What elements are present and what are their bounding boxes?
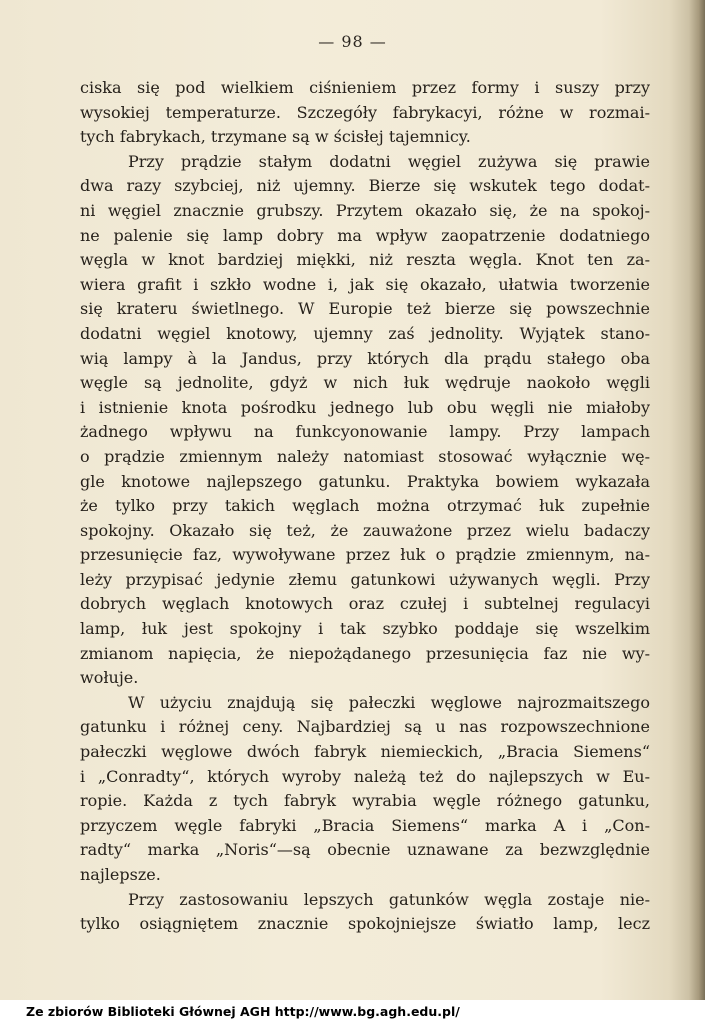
text-line: lamp, łuk jest spokojny i tak szybko poddaje się wszelkim: [80, 619, 650, 639]
text-line: się krateru świetlnego. W Europie też bierze się powszechnie: [80, 299, 650, 319]
text-line: przyczem węgle fabryki „Bracia Siemens“ marka A i „Con-: [80, 815, 650, 835]
text-line: spokojny. Okazało się też, że zauważone przez wielu badaczy: [80, 520, 650, 540]
library-footer: Ze zbiorów Biblioteki Głównej AGH http://www.bg.agh.edu.pl/: [0, 1000, 705, 1024]
page-binding-shadow: [689, 0, 705, 1000]
text-line: dodatni węgiel knotowy, ujemny zaś jednolity. Wyjątek stano-: [80, 323, 650, 343]
text-line: o prądzie zmiennym należy natomiast stosować wyłącznie wę-: [80, 446, 650, 466]
text-line: gatunku i różnej ceny. Najbardziej są u nas rozpowszechnione: [80, 717, 650, 737]
text-line: Przy prądzie stałym dodatni węgiel zużywa się prawie: [128, 151, 650, 171]
text-line: tych fabrykach, trzymane są w ścisłej tajemnicy.: [80, 127, 471, 147]
text-line: i istnienie knota pośrodku jednego lub obu węgli nie miałoby: [80, 397, 650, 417]
text-line: przesunięcie faz, wywoływane przez łuk o prądzie zmiennym, na-: [80, 545, 650, 565]
text-line: dobrych węglach knotowych oraz czułej i subtelnej regulacyi: [80, 594, 650, 614]
text-line: węgle są jednolite, gdyż w nich łuk wędruje naokoło węgli: [80, 373, 650, 393]
text-line: że tylko przy takich węglach można otrzymać łuk zupełnie: [80, 496, 650, 516]
text-line: pałeczki węglowe dwóch fabryk niemieckich, „Bracia Siemens“: [80, 742, 650, 762]
text-line: najlepsze.: [80, 865, 161, 884]
text-line: wią lampy à la Jandus, przy których dla prądu stałego oba: [80, 348, 650, 368]
text-line: wysokiej temperaturze. Szczegóły fabrykacyi, różne w rozmai-: [80, 102, 650, 122]
text-line: żadnego wpływu na funkcyonowanie lampy. Przy lampach: [80, 422, 650, 442]
text-line: W użyciu znajdują się pałeczki węglowe najrozmaitszego: [128, 692, 650, 712]
text-line: węgla w knot bardziej miękki, niż reszta węgla. Knot ten za-: [80, 250, 650, 270]
text-line: dwa razy szybciej, niż ujemny. Bierze się wskutek tego dodat-: [80, 176, 650, 196]
text-line: wiera grafit i szkło wodne i, jak się okazało, ułatwia tworzenie: [80, 274, 650, 294]
text-line: tylko osiągniętem znacznie spokojniejsze światło lamp, lecz: [80, 914, 650, 934]
text-line: ropie. Każda z tych fabryk wyrabia węgle różnego gatunku,: [80, 791, 650, 811]
text-line: radty“ marka „Noris“—są obecnie uznawane za bezwzględnie: [80, 840, 650, 860]
text-line: gle knotowe najlepszego gatunku. Praktyka bowiem wykazała: [80, 471, 650, 491]
text-line: leży przypisać jedynie złemu gatunkowi używanych węgli. Przy: [80, 569, 650, 589]
text-line: ni węgiel znacznie grubszy. Przytem okazało się, że na spokoj-: [80, 200, 650, 220]
text-line: i „Conradty“, których wyroby należą też do najlepszych w Eu-: [80, 766, 650, 786]
text-line: zmianom napięcia, że niepożądanego przesunięcia faz nie wy-: [80, 643, 650, 663]
page-number: — 98 —: [318, 32, 387, 51]
text-line: ne palenie się lamp dobry ma wpływ zaopatrzenie dodatniego: [80, 225, 650, 245]
body-text: [80, 76, 650, 937]
text-line: Przy zastosowaniu lepszych gatunków węgla zostaje nie-: [128, 889, 650, 909]
text-line: ciska się pod wielkiem ciśnieniem przez formy i suszy przy: [80, 78, 650, 97]
text-line: wołuje.: [80, 668, 139, 688]
